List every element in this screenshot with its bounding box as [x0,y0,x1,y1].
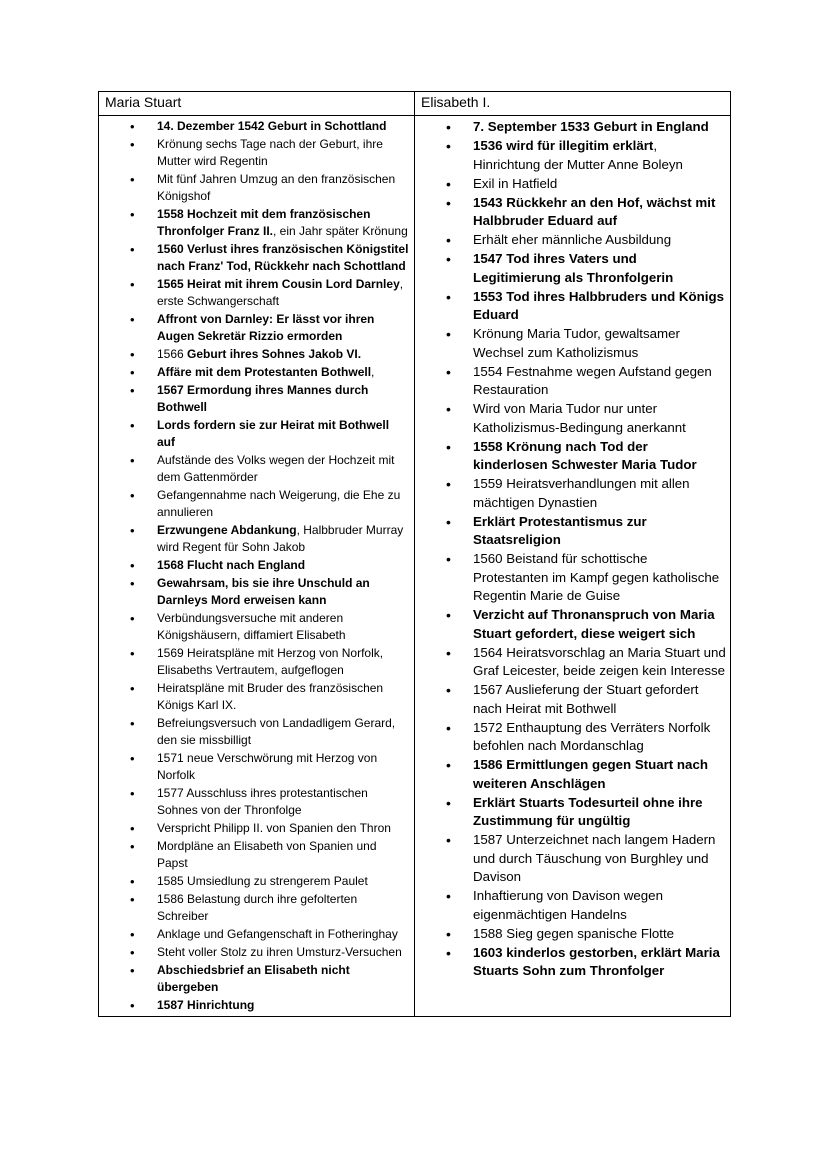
elisabeth-event-item-text: 1558 Krönung nach Tod der kinderlosen Schwester Maria Tudor [473,438,697,472]
elisabeth-event-item [473,719,726,756]
maria-event-item [157,311,410,345]
maria-event-item [157,838,410,872]
maria-event-item-text: 1577 Ausschluss ihres protestantischen Sohnes von der Thronfolge [157,786,368,817]
elisabeth-event-item [473,644,726,681]
elisabeth-event-item [473,681,726,718]
elisabeth-event-item-text: 1586 Ermittlungen gegen Stuart nach weiteren Anschlägen [473,757,708,791]
maria-event-item [157,346,410,363]
maria-event-item-text: Erzwungene Abdankung [157,523,297,537]
elisabeth-event-item [473,194,726,231]
elisabeth-event-item [473,475,726,512]
elisabeth-event-item-text: 1543 Rückkehr an den Hof, wächst mit Halbbruder Eduard auf [473,194,716,228]
maria-event-item-text: Geburt ihres Sohnes Jakob VI. [187,347,362,361]
maria-event-item-text: 14. Dezember 1542 Geburt in Schottland [157,119,387,133]
maria-event-item-text: Gefangennahme nach Weigerung, die Ehe zu annulieren [157,488,401,519]
elisabeth-event-item-text: 1588 Sieg gegen spanische Flotte [473,925,675,941]
elisabeth-event-item [473,606,726,643]
maria-event-item-text: Anklage und Gefangenschaft in Fotheringhay [157,927,398,941]
maria-event-item [157,118,410,135]
elisabeth-event-item [473,400,726,437]
maria-event-item-text: Heiratspläne mit Bruder des französischen Königs Karl IX. [157,681,384,712]
elisabeth-event-item-text: Krönung Maria Tudor, gewaltsamer Wechsel zum Katholizismus [473,326,680,360]
maria-event-item-text: 1565 Heirat mit ihrem Cousin Lord Darnley [157,277,400,291]
elisabeth-event-item [473,250,726,287]
elisabeth-event-item-text: Exil in Hatfield [473,175,558,191]
elisabeth-event-item [473,944,726,981]
maria-event-item-text: Befreiungsversuch von Landadligem Gerard, den sie missbilligt [157,716,396,747]
maria-event-item-text: 1571 neue Verschwörung mit Herzog von Norfolk [157,751,378,782]
maria-event-item [157,610,410,644]
elisabeth-event-item-text: 1554 Festnahme wegen Aufstand gegen Restauration [473,363,712,397]
elisabeth-event-item [473,325,726,362]
elisabeth-event-item [473,363,726,400]
elisabeth-event-item [473,438,726,475]
maria-event-item [157,997,410,1014]
comparison-table [98,91,731,1017]
elisabeth-event-item-text: Erklärt Protestantismus zur Staatsreligion [473,513,647,547]
maria-event-item [157,557,410,574]
maria-event-item-text: Aufstände des Volks wegen der Hochzeit mit dem Gattenmörder [157,453,395,484]
elisabeth-event-item-text: Erhält eher männliche Ausbildung [473,232,672,247]
maria-event-item-text: 1558 Hochzeit mit dem französischen Thronfolger Franz II. [157,207,371,238]
elisabeth-event-item [473,756,726,793]
maria-event-item-text: 1567 Ermordung ihres Mannes durch Bothwell [157,383,369,414]
maria-event-item-text: , Halbbruder Murray wird Regent für Sohn Jakob [157,523,404,554]
maria-event-item-text: 1569 Heiratspläne mit Herzog von Norfolk, Elisabeths Vertrautem, aufgeflogen [157,646,384,677]
maria-event-item-text: 1568 Flucht nach England [157,558,306,572]
elisabeth-event-item [473,513,726,550]
maria-event-item [157,680,410,714]
maria-event-item [157,136,410,170]
elisabeth-event-item-text: 1536 wird für illegitim erklärt [473,138,654,153]
elisabeth-event-item [473,887,726,924]
maria-event-item [157,452,410,486]
maria-column [99,116,415,1017]
maria-event-item [157,206,410,240]
elisabeth-event-item-text: Erklärt Stuarts Todesurteil ohne ihre Zustimmung für ungültig [473,794,703,828]
maria-event-item-text: Lords fordern sie zur Heirat mit Bothwell auf [157,418,390,449]
maria-event-item-text: , [371,365,375,379]
maria-event-item [157,575,410,609]
elisabeth-event-item [473,137,726,174]
maria-event-item [157,944,410,961]
elisabeth-event-item [473,550,726,606]
elisabeth-event-item [473,175,726,194]
elisabeth-event-item-text: 1553 Tod ihres Halbbruders und Königs Eduard [473,288,724,322]
elisabeth-timeline-list [415,116,730,982]
maria-event-item-text: Verspricht Philipp II. von Spanien den Thron [157,821,391,835]
maria-event-item-text: Krönung sechs Tage nach der Geburt, ihre Mutter wird Regentin [157,137,383,168]
maria-event-item-text: Steht voller Stolz zu ihren Umsturz-Versuchen [157,945,402,959]
maria-event-item-text: , ein Jahr später Krönung [273,224,408,238]
maria-event-item-text: 1587 Hinrichtung [157,998,255,1012]
elisabeth-event-item-text: Wird von Maria Tudor nur unter Katholizismus-Bedingung anerkannt [473,401,686,435]
elisabeth-event-item-text: Verzicht auf Thronanspruch von Maria Stuart gefordert, diese weigert sich [473,607,715,641]
maria-event-item [157,785,410,819]
table-header-row [99,92,731,116]
elisabeth-event-item [473,231,726,250]
maria-event-item-text: Mordpläne an Elisabeth von Spanien und Papst [157,839,377,870]
maria-event-item-text: Affront von Darnley: Er lässt vor ihren Augen Sekretär Rizzio ermorden [157,312,375,343]
elisabeth-event-item [473,925,726,944]
maria-event-item-text: Gewahrsam, bis sie ihre Unschuld an Darnleys Mord erweisen kann [157,576,370,607]
elisabeth-column [415,116,731,1017]
maria-event-item [157,276,410,310]
elisabeth-event-item [473,288,726,325]
header-elisabeth: Elisabeth I. [415,92,731,116]
maria-event-item [157,962,410,996]
maria-event-item [157,820,410,837]
maria-event-item [157,382,410,416]
maria-event-item-text: , erste Schwangerschaft [157,277,404,308]
maria-event-item [157,926,410,943]
maria-event-item-text: Verbündungsversuche mit anderen Königshäusern, diffamiert Elisabeth [157,611,346,642]
maria-event-item-text: 1566 [157,347,188,361]
maria-event-item-text: Mit fünf Jahren Umzug an den französischen Königshof [157,172,396,203]
elisabeth-event-item-text: , Hinrichtung der Mutter Anne Boleyn [473,138,683,172]
maria-event-item-text: 1585 Umsiedlung zu strengerem Paulet [157,874,368,888]
maria-event-item [157,364,410,381]
elisabeth-event-item-text: 1560 Beistand für schottische Protestanten im Kampf gegen katholische Regentin Marie de Guise [473,551,720,603]
maria-event-item [157,417,410,451]
elisabeth-event-item-text: 1564 Heiratsvorschlag an Maria Stuart und Graf Leicester, beide zeigen kein Interesse [473,644,726,678]
elisabeth-event-item-text: 1559 Heiratsverhandlungen mit allen mächtigen Dynastien [473,476,690,510]
elisabeth-event-item-text: 7. September 1533 Geburt in England [473,119,709,134]
maria-event-item [157,891,410,925]
elisabeth-event-item-text: 1547 Tod ihres Vaters und Legitimierung als Thronfolgerin [473,251,674,285]
maria-event-item-text: Affäre mit dem Protestanten Bothwell [157,365,372,379]
maria-event-item-text: Abschiedsbrief an Elisabeth nicht übergeben [157,963,350,994]
elisabeth-event-item [473,794,726,831]
maria-event-item [157,487,410,521]
maria-event-item-text: 1560 Verlust ihres französischen Königstitel nach Franz' Tod, Rückkehr nach Schottland [157,242,409,273]
maria-timeline-list [99,116,414,1016]
header-maria-stuart: Maria Stuart [99,92,415,116]
elisabeth-event-item-text: 1587 Unterzeichnet nach langem Hadern und durch Täuschung von Burghley und Davison [473,832,716,884]
maria-event-item [157,241,410,275]
elisabeth-event-item [473,831,726,887]
elisabeth-event-item [473,118,726,137]
maria-event-item [157,873,410,890]
maria-event-item-text: 1586 Belastung durch ihre gefolterten Schreiber [157,892,358,923]
elisabeth-event-item-text: 1567 Auslieferung der Stuart gefordert nach Heirat mit Bothwell [473,682,699,716]
maria-event-item [157,522,410,556]
maria-event-item [157,171,410,205]
maria-event-item [157,645,410,679]
maria-event-item [157,750,410,784]
table-body-row [99,116,731,1017]
maria-event-item [157,715,410,749]
elisabeth-event-item-text: 1603 kinderlos gestorben, erklärt Maria Stuarts Sohn zum Thronfolger [473,944,720,978]
elisabeth-event-item-text: Inhaftierung von Davison wegen eigenmächtigen Handelns [473,888,663,922]
elisabeth-event-item-text: 1572 Enthauptung des Verräters Norfolk befohlen nach Mordanschlag [473,719,711,753]
